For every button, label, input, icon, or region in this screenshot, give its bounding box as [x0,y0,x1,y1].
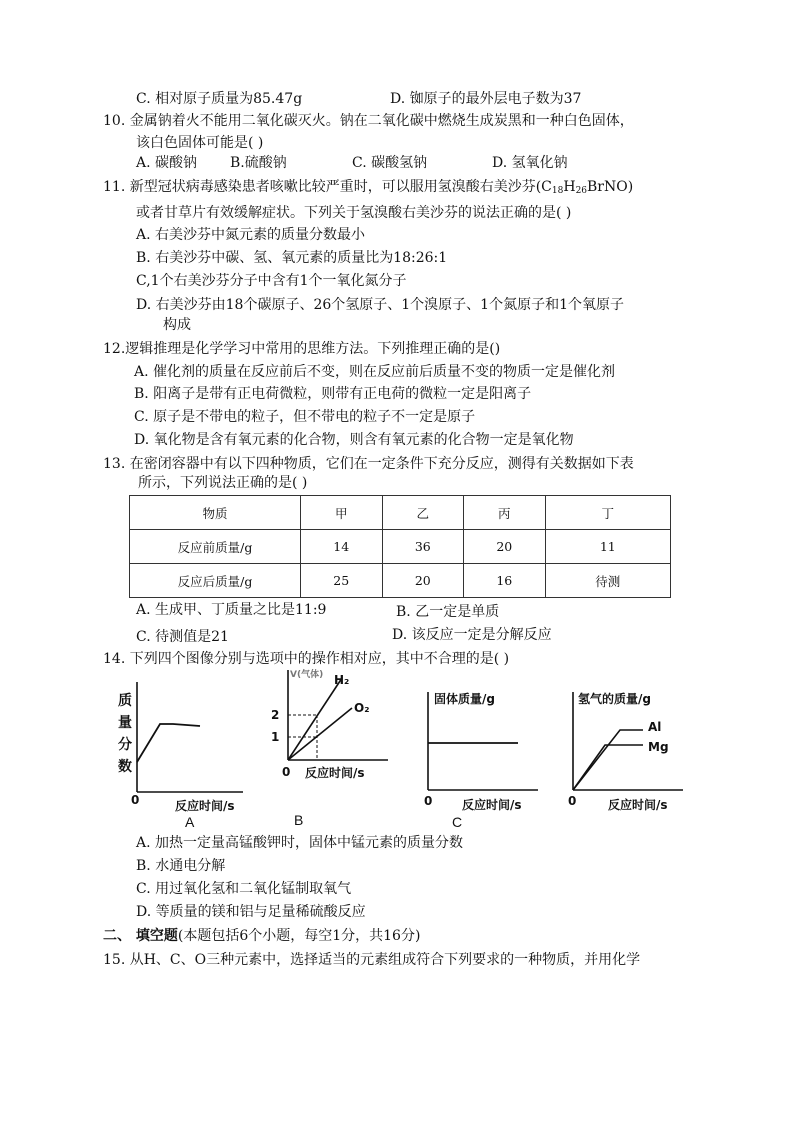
q10-stem-line1: 10. 金属钠着火不能用二氧化碳灭火。钠在二氧化碳中燃烧生成炭黑和一种白色固体， [103,113,634,129]
q9-option-c: C. 相对原子质量为85.47g [136,91,303,107]
q15-stem: 15. 从H、C、O三种元素中，选择适当的元素组成符合下列要求的一种物质，并用化学 [103,952,641,968]
graph-c-ylabel: 固体质量/g [434,692,495,706]
section-2-title: 二、 填空题 [103,928,178,944]
table-cell: 25 [301,564,383,598]
graph-a-curve [137,724,200,762]
q10-option-c: C. 碳酸氢钠 [352,155,428,171]
table-header-cell: 甲 [301,496,383,530]
q9-option-d: D. 铷原子的最外层电子数为37 [390,91,582,107]
q11-stem-line2: 或者甘草片有效缓解症状。下列关于氢溴酸右美沙芬的说法正确的是( ) [136,205,572,221]
table-cell: 16 [464,564,546,598]
q12-option-c: C. 原子是不带电的粒子，但不带电的粒子不一定是原子 [134,409,476,425]
q11-option-d-line2: 构成 [163,317,191,333]
q11-option-b: B. 右美沙芬中碳、氢、氧元素的质量比为18:26:1 [136,250,448,266]
q11-formula-h: H [563,179,576,195]
q13-option-a: A. 生成甲、丁质量之比是11:9 [136,602,327,618]
q11-stem-line1 [103,178,633,200]
table-row [130,530,671,564]
graph-b-origin: 0 [282,765,291,779]
graph-d-mg-line [573,745,643,790]
section-2-note: (本题包括6个小题，每空1分，共16分) [177,928,421,944]
graph-b-series-h2: H₂ [334,673,350,687]
table-header-cell: 丙 [464,496,546,530]
graph-d-ylabel: 氢气的质量/g [578,692,651,706]
table-cell: 14 [301,530,383,564]
table-cell: 36 [382,530,464,564]
table-cell: 待测 [545,564,670,598]
graph-b-caption: B [294,812,304,828]
table-cell: 11 [545,530,670,564]
graph-a-caption: A [185,814,195,830]
graph-a-ylabel-3: 分 [118,737,132,753]
q14-option-c: C. 用过氧化氢和二氧化锰制取氧气 [136,881,352,897]
graph-c-origin: 0 [424,794,433,808]
q14-option-b: B. 水通电分解 [136,858,226,874]
q12-option-b: B. 阳离子是带有正电荷微粒，则带有正电荷的微粒一定是阳离子 [134,386,532,402]
graph-c-xlabel: 反应时间/s [462,798,522,812]
q12-option-d: D. 氧化物是含有氧元素的化合物，则含有氧元素的化合物一定是氧化物 [134,432,574,448]
graph-d-series-mg: Mg [648,740,669,754]
graph-d-origin: 0 [568,794,577,808]
graph-b-xlabel: 反应时间/s [305,766,365,780]
graph-a-ylabel-4: 数 [118,759,132,775]
table-cell: 反应前质量/g [130,530,301,564]
table-cell: 20 [464,530,546,564]
graph-d-xlabel: 反应时间/s [608,798,668,812]
q13-data-table [129,495,671,598]
table-header-cell: 物质 [130,496,301,530]
q14-option-d: D. 等质量的镁和铝与足量稀硫酸反应 [136,904,366,920]
q11-formula-sub2: 26 [575,186,588,196]
q11-formula-sub1: 18 [551,186,564,196]
q12-stem: 12.逻辑推理是化学学习中常用的思维方法。下列推理正确的是() [103,341,501,357]
graph-d-al-line [573,730,643,790]
graph-c-caption: C [452,814,463,830]
q13-option-d: D. 该反应一定是分解反应 [392,627,552,643]
graph-a-ylabel-1: 质 [118,693,132,709]
graph-b-tick-1: 1 [271,730,280,744]
graph-b-ylabel: V(气体) [290,670,324,680]
table-header-row [130,496,671,530]
table-row [130,564,671,598]
q11-option-a: A. 右美沙芬中氮元素的质量分数最小 [136,227,366,243]
graph-b-o2-line [288,708,352,760]
q11-option-d-line1: D. 右美沙芬由18个碳原子、26个氢原子、1个溴原子、1个氮原子和1个氧原子 [136,297,624,313]
q11-stem-text: 11. 新型冠状病毒感染患者咳嗽比较严重时，可以服用氢溴酸右美沙芬(C [103,179,552,195]
table-cell: 20 [382,564,464,598]
q11-formula-end: BrNO) [587,179,634,195]
q10-option-d: D. 氢氧化钠 [492,155,568,171]
table-header-cell: 乙 [382,496,464,530]
q14-option-a: A. 加热一定量高锰酸钾时，固体中锰元素的质量分数 [136,835,464,851]
table-header-cell: 丁 [545,496,670,530]
graph-a-ylabel-2: 量 [118,715,132,731]
q13-stem-line1: 13. 在密闭容器中有以下四种物质，它们在一定条件下充分反应，测得有关数据如下表 [103,456,634,472]
q11-option-c: C,1个右美沙芬分子中含有1个一氧化氮分子 [136,273,407,289]
q12-option-a: A. 催化剂的质量在反应前后不变，则在反应前后质量不变的物质一定是催化剂 [134,364,616,380]
q10-option-b: B.硫酸钠 [230,155,287,171]
q13-stem-line2: 所示，下列说法正确的是( ) [138,475,308,491]
q10-option-a: A. 碳酸钠 [136,155,198,171]
q13-option-b: B. 乙一定是单质 [396,604,500,620]
graph-a-xlabel: 反应时间/s [175,799,235,813]
graph-b-h2-line [288,678,342,760]
q14-stem: 14. 下列四个图像分别与选项中的操作相对应，其中不合理的是( ) [103,651,510,667]
q10-stem-line2: 该白色固体可能是( ) [136,135,264,151]
section-2-heading [103,927,420,945]
q13-option-c: C. 待测值是21 [136,629,229,645]
graph-b-tick-2: 2 [271,708,280,722]
graph-b-series-o2: O₂ [354,701,370,715]
graph-a-origin: 0 [131,793,140,807]
table-cell: 反应后质量/g [130,564,301,598]
graph-d-series-al: Al [648,720,662,734]
